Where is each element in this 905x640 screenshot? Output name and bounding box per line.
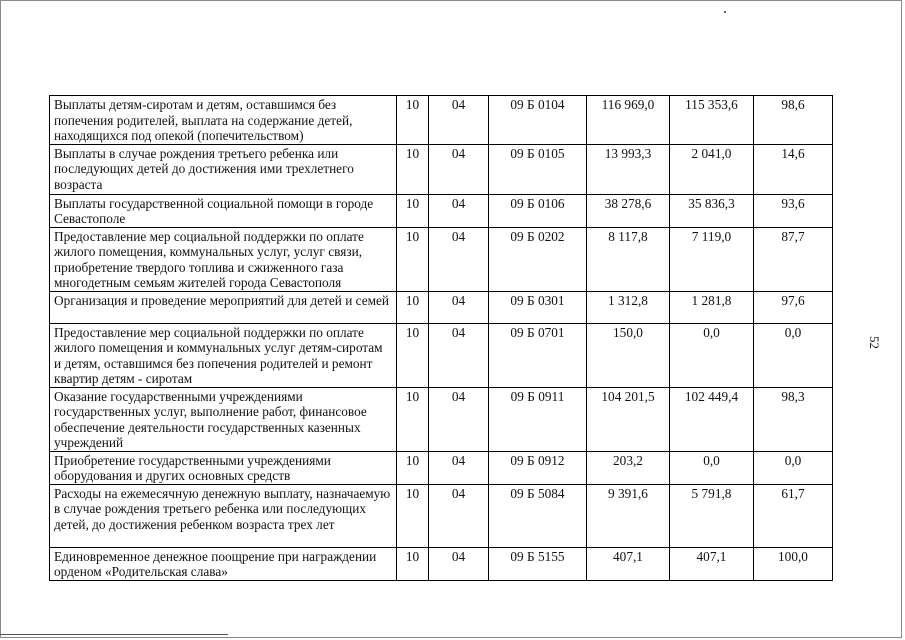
table-row: [50, 484, 833, 547]
row-percent: 98,6: [754, 96, 833, 145]
row-section: 10: [397, 291, 429, 323]
row-planned-amount: 150,0: [587, 323, 670, 387]
row-actual-amount: 407,1: [670, 547, 754, 580]
budget-table: [49, 95, 833, 581]
row-name: Выплаты государственной социальной помощи в городе Севастополе: [50, 194, 397, 227]
row-subsection: 04: [429, 387, 489, 451]
row-subsection: 04: [429, 484, 489, 547]
row-subsection: 04: [429, 323, 489, 387]
row-code: 09 Б 0105: [489, 144, 587, 194]
row-subsection: 04: [429, 227, 489, 291]
row-planned-amount: 13 993,3: [587, 144, 670, 194]
row-subsection: 04: [429, 144, 489, 194]
row-actual-amount: 102 449,4: [670, 387, 754, 451]
row-actual-amount: 7 119,0: [670, 227, 754, 291]
row-code: 09 Б 0301: [489, 291, 587, 323]
scan-speck: [724, 11, 726, 13]
table-row: [50, 96, 833, 145]
row-actual-amount: 0,0: [670, 451, 754, 484]
row-name: Выплаты в случае рождения третьего ребенка или последующих детей до достижения ими трехлетнего возраста: [50, 144, 397, 194]
row-code: 09 Б 0911: [489, 387, 587, 451]
row-code: 09 Б 0701: [489, 323, 587, 387]
row-section: 10: [397, 451, 429, 484]
row-name: Предоставление мер социальной поддержки по оплате жилого помещения, коммунальных услуг, услуг связи, приобретение твердого топлива и сжиженного газа многодетным семьям жителей города Севастополя: [50, 227, 397, 291]
row-name: Организация и проведение мероприятий для детей и семей: [50, 291, 397, 323]
table-row: [50, 323, 833, 387]
row-percent: 0,0: [754, 323, 833, 387]
row-percent: 14,6: [754, 144, 833, 194]
row-section: 10: [397, 194, 429, 227]
table-row: [50, 144, 833, 194]
row-subsection: 04: [429, 291, 489, 323]
row-subsection: 04: [429, 451, 489, 484]
row-section: 10: [397, 547, 429, 580]
row-code: 09 Б 5155: [489, 547, 587, 580]
row-actual-amount: 0,0: [670, 323, 754, 387]
row-section: 10: [397, 323, 429, 387]
row-percent: 61,7: [754, 484, 833, 547]
row-subsection: 04: [429, 194, 489, 227]
row-actual-amount: 1 281,8: [670, 291, 754, 323]
row-planned-amount: 1 312,8: [587, 291, 670, 323]
row-percent: 98,3: [754, 387, 833, 451]
row-section: 10: [397, 96, 429, 145]
row-planned-amount: 104 201,5: [587, 387, 670, 451]
row-subsection: 04: [429, 547, 489, 580]
table-row: [50, 387, 833, 451]
row-name: Оказание государственными учреждениями государственных услуг, выполнение работ, финансовое обеспечение деятельности государственных казенных учреждений: [50, 387, 397, 451]
row-section: 10: [397, 387, 429, 451]
row-subsection: 04: [429, 96, 489, 145]
row-percent: 100,0: [754, 547, 833, 580]
row-section: 10: [397, 144, 429, 194]
row-section: 10: [397, 484, 429, 547]
row-percent: 0,0: [754, 451, 833, 484]
row-planned-amount: 9 391,6: [587, 484, 670, 547]
row-actual-amount: 5 791,8: [670, 484, 754, 547]
page-number: 52: [867, 336, 882, 349]
row-actual-amount: 35 836,3: [670, 194, 754, 227]
row-code: 09 Б 0912: [489, 451, 587, 484]
row-planned-amount: 203,2: [587, 451, 670, 484]
bottom-rule: [0, 634, 228, 635]
row-code: 09 Б 0202: [489, 227, 587, 291]
row-percent: 87,7: [754, 227, 833, 291]
row-name: Предоставление мер социальной поддержки по оплате жилого помещения и коммунальных услуг детям-сиротам и детям, оставшимся без попечения родителей и ремонт квартир детям - сиротам: [50, 323, 397, 387]
row-percent: 97,6: [754, 291, 833, 323]
row-planned-amount: 407,1: [587, 547, 670, 580]
row-actual-amount: 2 041,0: [670, 144, 754, 194]
table-row: [50, 291, 833, 323]
row-name: Единовременное денежное поощрение при награждении орденом «Родительская слава»: [50, 547, 397, 580]
row-name: Приобретение государственными учреждениями оборудования и других основных средств: [50, 451, 397, 484]
row-planned-amount: 8 117,8: [587, 227, 670, 291]
table-row: [50, 227, 833, 291]
table-body: [50, 96, 833, 581]
row-name: Выплаты детям-сиротам и детям, оставшимся без попечения родителей, выплата на содержание детей, находящихся под опекой (попечительством): [50, 96, 397, 145]
table-row: [50, 451, 833, 484]
row-code: 09 Б 0106: [489, 194, 587, 227]
row-code: 09 Б 0104: [489, 96, 587, 145]
row-percent: 93,6: [754, 194, 833, 227]
row-name: Расходы на ежемесячную денежную выплату, назначаемую в случае рождения третьего ребенка или последующих детей, до достижения ребенком возраста трех лет: [50, 484, 397, 547]
row-actual-amount: 115 353,6: [670, 96, 754, 145]
table-row: [50, 194, 833, 227]
row-planned-amount: 116 969,0: [587, 96, 670, 145]
table-row: [50, 547, 833, 580]
row-planned-amount: 38 278,6: [587, 194, 670, 227]
row-section: 10: [397, 227, 429, 291]
row-code: 09 Б 5084: [489, 484, 587, 547]
